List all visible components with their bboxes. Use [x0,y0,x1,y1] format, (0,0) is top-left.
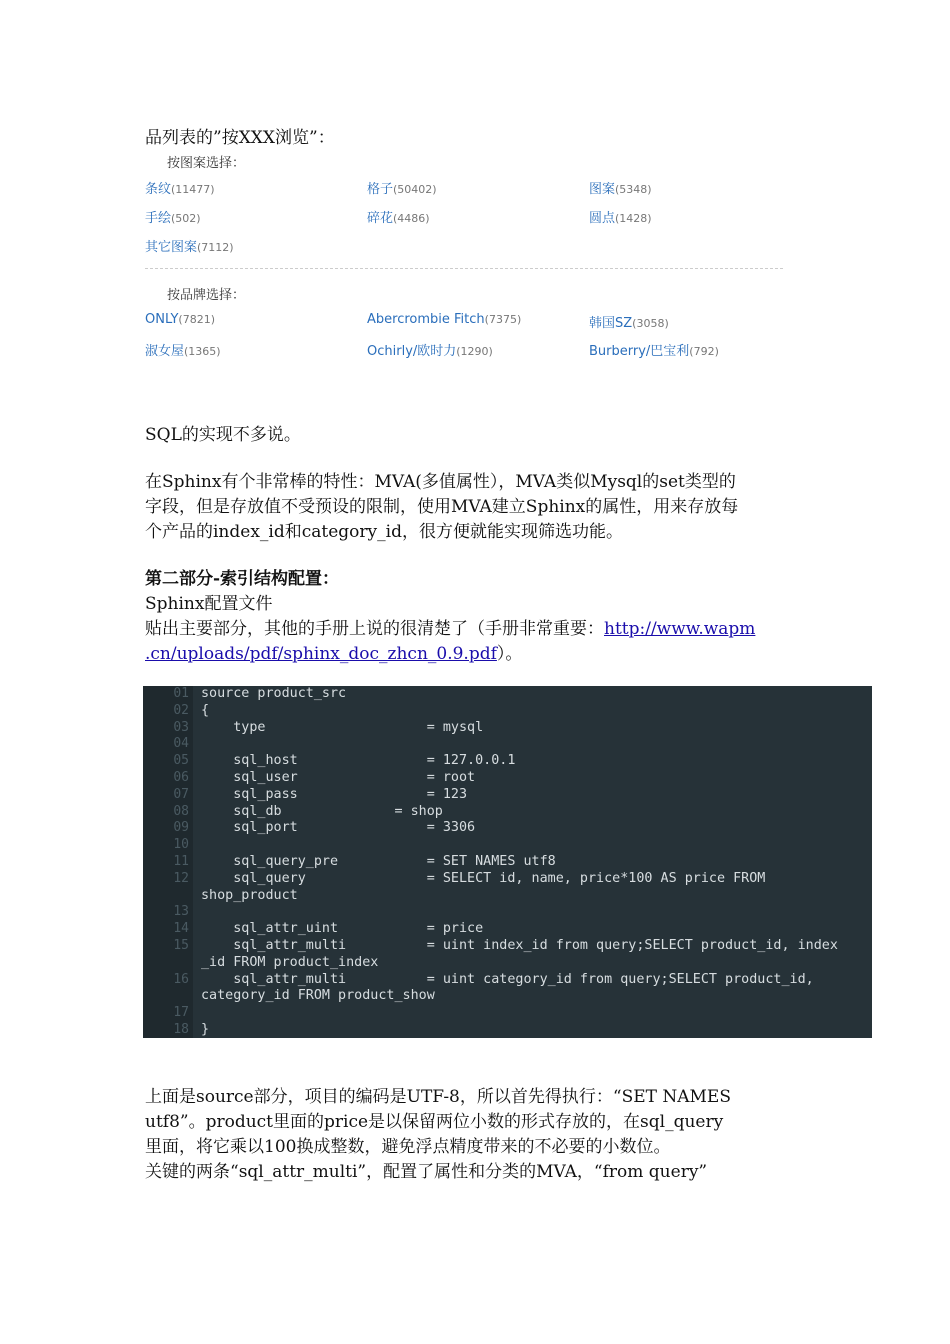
pattern-link[interactable] [145,236,234,255]
code-line: { [201,702,210,718]
manual-link-part-2[interactable]: .cn/uploads/pdf/sphinx_doc_zhcn_0.9.pdf [145,644,497,664]
paragraph-manual-line-1 [145,617,755,642]
pattern-link-name: 手绘 [145,211,172,226]
line-number: 01 [173,686,189,701]
section-title: 第二部分-索引结构配置： [145,569,340,589]
pattern-link[interactable] [145,178,215,197]
code-line: _id FROM product_index [201,954,379,970]
line-number: 10 [173,837,189,853]
brand-link-name: 韩国SZ [589,316,633,331]
brand-link[interactable] [589,312,669,331]
paragraph-source-line-1: 上面是source部分，项目的编码是UTF-8，所以首先得执行：“SET NAMES [145,1087,731,1107]
brand-link-name: Abercrombie Fitch [367,312,485,327]
code-line: sql_port = 3306 [201,820,476,836]
line-number: 18 [173,1022,189,1037]
paragraph-mva-line-2: 字段，但是存放值不受预设的限制，使用MVA建立Sphinx的属性，用来存放每 [145,497,739,517]
pattern-link[interactable] [367,207,430,226]
pattern-link-count: (1428) [615,212,652,225]
pattern-header: 按图案选择： [167,156,246,171]
brand-link[interactable] [589,340,719,359]
manual-link-part-1[interactable]: http://www.wapm [604,619,756,639]
code-line: } [201,1022,210,1037]
brand-link-count: (3058) [632,317,669,330]
line-number: 03 [173,719,189,735]
line-number: 12 [173,870,189,886]
manual-text: 贴出主要部分，其他的手册上说的很清楚了（手册非常重要： [145,619,604,639]
code-line: sql_attr_uint = price [201,921,484,937]
brand-link[interactable] [145,340,221,359]
paragraph-mva-line-3: 个产品的index_id和category_id，很方便就能实现筛选功能。 [145,522,623,542]
line-number: 09 [173,820,189,836]
brand-link-name: Burberry/巴宝利 [589,344,690,359]
code-line: sql_pass = 123 [201,786,468,802]
brand-link[interactable] [367,312,521,327]
brand-link-count: (792) [689,345,719,358]
intro-text: 品列表的”按XXX浏览”： [145,128,335,148]
code-line: sql_attr_multi = uint index_id from query;SELECT product_id, index [201,938,838,953]
brand-header: 按品牌选择： [167,288,246,303]
paragraph-source-line-3: 里面，将它乘以100换成整数，避免浮点精度带来的不必要的小数位。 [145,1137,671,1157]
line-number: 02 [173,702,189,718]
pattern-link-name: 碎花 [367,211,394,226]
embedded-screenshot [145,150,785,365]
paragraph-mva-line-1: 在Sphinx有个非常棒的特性：MVA(多值属性），MVA类似Mysql的set类型的 [145,472,736,492]
brand-link[interactable] [145,312,215,327]
line-number: 07 [173,786,189,802]
line-number: 05 [173,753,189,769]
line-number: 16 [173,971,189,987]
line-number-gutter [143,686,193,1038]
brand-link-name: ONLY [145,312,179,327]
manual-text-end: ）。 [496,644,523,664]
paragraph-source-line-2: utf8”。product里面的price是以保留两位小数的形式存放的，在sql_query [145,1112,724,1132]
code-line: sql_query = SELECT id, name, price*100 AS price FROM [201,870,766,886]
brand-link-count: (1290) [456,345,493,358]
line-number: 04 [173,736,189,752]
line-number: 17 [173,1005,189,1021]
brand-link[interactable] [367,340,493,359]
paragraph-manual-line-2 [145,642,522,667]
pattern-link[interactable] [589,207,652,226]
line-number: 11 [173,854,189,869]
pattern-link[interactable] [367,178,437,197]
pattern-link-count: (502) [171,212,201,225]
code-line: sql_user = root [201,770,476,785]
code-line: sql_db = shop [201,803,443,819]
pattern-link-name: 图案 [589,182,616,197]
brand-link-name: 淑女屋 [145,344,185,359]
line-number: 13 [173,904,189,920]
code-line: sql_attr_multi = uint category_id from query;SELECT product_id, [201,971,814,987]
pattern-link-count: (50402) [393,183,437,196]
pattern-link[interactable] [589,178,652,197]
paragraph-source-line-4: 关键的两条“sql_attr_multi”，配置了属性和分类的MVA，“from query” [145,1162,708,1182]
code-line: category_id FROM product_show [201,988,435,1004]
line-number: 14 [173,921,189,937]
code-line: type = mysql [201,719,484,735]
divider [145,268,783,269]
pattern-link-count: (11477) [171,183,215,196]
pattern-link-count: (7112) [197,241,234,254]
line-number: 15 [173,938,189,953]
pattern-link-count: (4486) [393,212,430,225]
code-line: sql_query_pre = SET NAMES utf8 [201,854,556,869]
code-line: shop_product [201,887,298,903]
brand-link-name: Ochirly/欧时力 [367,344,457,359]
pattern-link-name: 其它图案 [145,240,198,255]
code-line: source product_src [201,686,347,701]
brand-link-count: (7821) [178,313,215,326]
brand-link-count: (7375) [484,313,522,326]
pattern-link[interactable] [145,207,201,226]
config-label: Sphinx配置文件 [145,594,273,614]
code-block [143,686,872,1038]
code-line: sql_host = 127.0.0.1 [201,753,516,769]
brand-link-count: (1365) [184,345,221,358]
pattern-link-count: (5348) [615,183,652,196]
pattern-link-name: 圆点 [589,211,616,226]
line-number: 08 [173,803,189,819]
paragraph-sql: SQL的实现不多说。 [145,425,301,445]
line-number: 06 [173,770,189,785]
pattern-link-name: 格子 [367,182,394,197]
pattern-link-name: 条纹 [145,182,172,197]
